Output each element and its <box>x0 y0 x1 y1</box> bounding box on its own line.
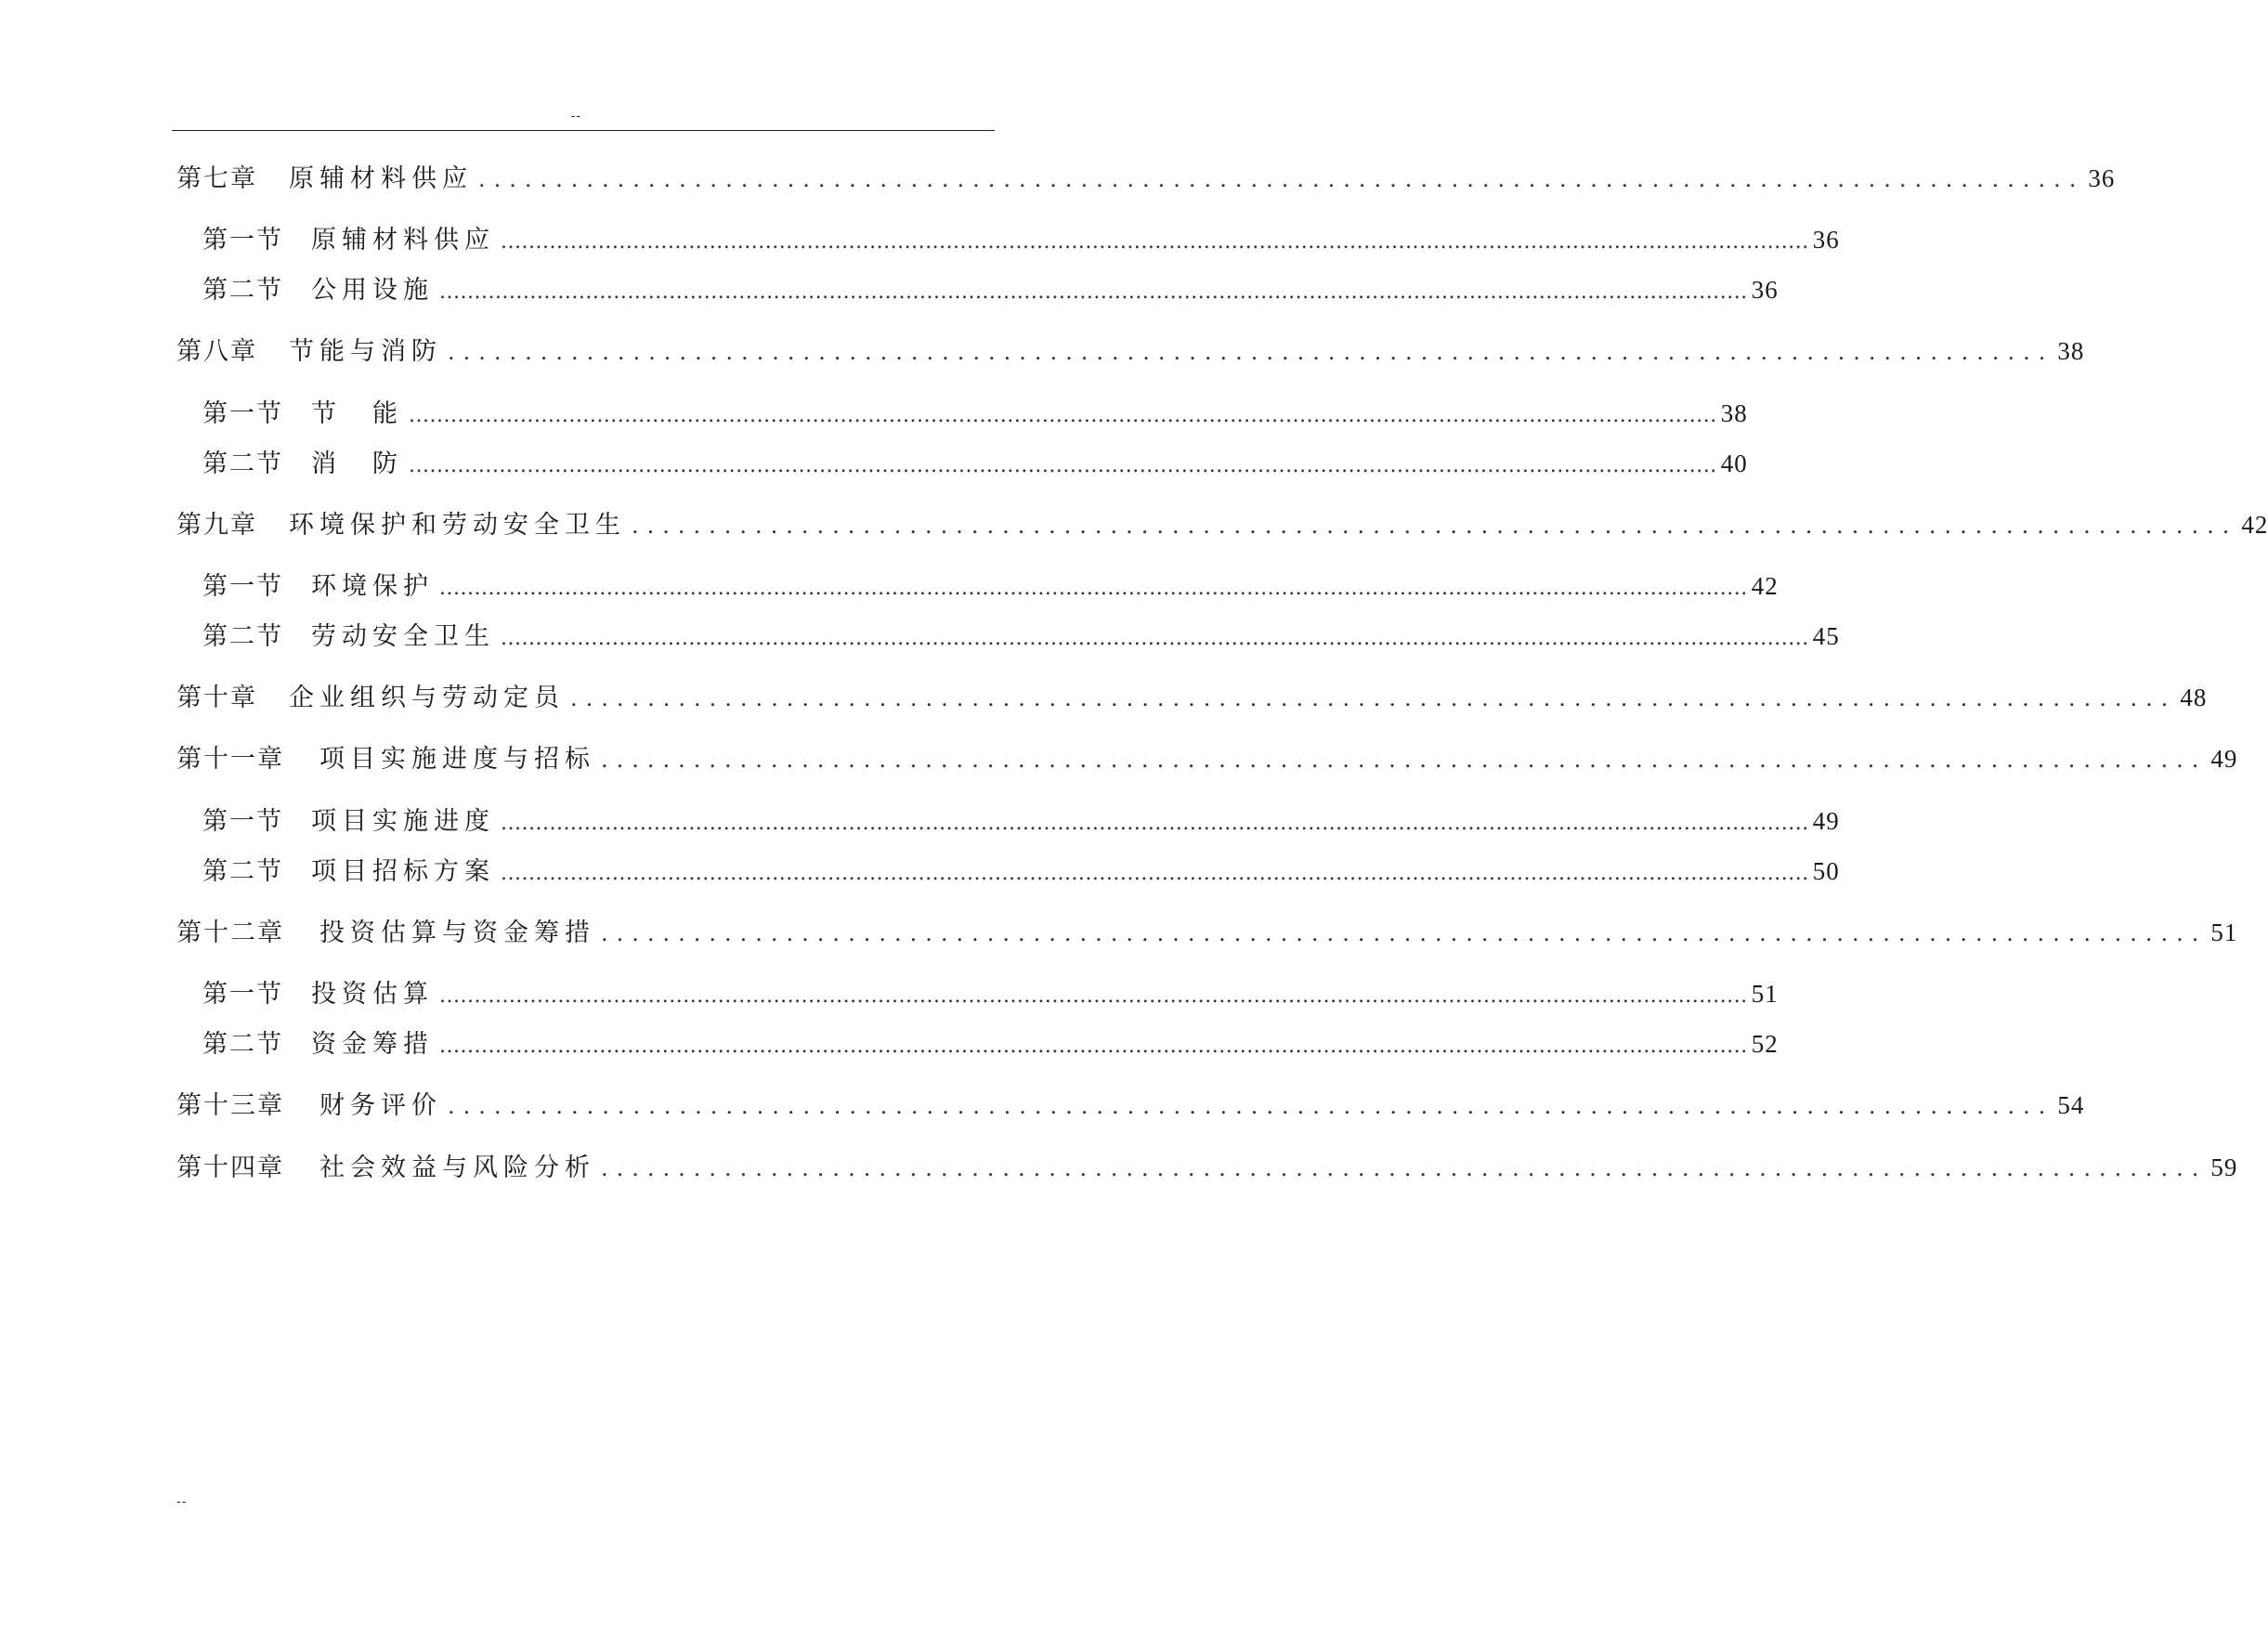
toc-entry-title: 节能与消防 <box>289 337 442 366</box>
toc-entry-title: 项目招标方案 <box>311 857 495 886</box>
toc-entry-title: 劳动安全卫生 <box>311 622 495 651</box>
toc-entry-page: 38 <box>2057 337 2085 365</box>
toc-section-9-2[interactable] <box>202 620 1840 655</box>
toc-entry-title: 财务评价 <box>319 1091 442 1120</box>
toc-dot-leader: ............................................................................................................................................................................................ <box>439 577 1748 600</box>
toc-entry-page: 36 <box>2088 164 2116 192</box>
toc-entry-title: 原辅材料供应 <box>289 164 473 193</box>
toc-entry-page: 51 <box>1751 980 1779 1008</box>
toc-entry-prefix: 第一节 <box>202 399 283 428</box>
toc-dot-leader: ........................................................................................................ <box>601 920 2208 946</box>
toc-dot-leader: ............................................................................................................................................................................................ <box>439 1035 1748 1058</box>
toc-entry-title: 项目实施进度 <box>311 807 495 836</box>
toc-dot-leader: ............................................................................................................................................................................................ <box>501 862 1809 885</box>
toc-entry-prefix: 第十章 <box>176 684 257 712</box>
toc-section-7-1[interactable] <box>202 224 1840 258</box>
toc-entry-prefix: 第十四章 <box>176 1153 284 1182</box>
toc-entry-page: 50 <box>1812 857 1840 885</box>
toc-entry-title: 资金筹措 <box>311 1030 434 1059</box>
toc-entry-title: 项目实施进度与招标 <box>319 745 595 774</box>
toc-entry-title: 投资估算与资金筹措 <box>319 919 595 947</box>
toc-dot-leader: ........................................................................................................ <box>601 1155 2208 1181</box>
toc-section-8-1[interactable] <box>202 397 1748 432</box>
toc-dot-leader: ............................................................................................................................................................................................ <box>409 454 1717 477</box>
toc-chapter-13[interactable] <box>176 1089 2085 1122</box>
toc-section-12-2[interactable] <box>202 1028 1779 1062</box>
toc-dot-leader: ........................................................................................................ <box>601 747 2208 773</box>
toc-dot-leader: ........................................................................................................ <box>570 685 2177 711</box>
toc-entry-prefix: 第二节 <box>202 857 283 886</box>
toc-chapter-9[interactable] <box>176 509 2268 541</box>
toc-section-7-2[interactable] <box>202 274 1779 308</box>
toc-entry-page: 38 <box>1720 399 1748 427</box>
toc-chapter-12[interactable] <box>176 917 2238 949</box>
toc-dot-leader: ............................................................................................................................................................................................ <box>501 627 1809 650</box>
toc-dot-leader: ........................................................................................................ <box>448 339 2054 365</box>
toc-entry-title: 消 防 <box>311 450 403 478</box>
toc-entry-page: 42 <box>2241 511 2268 539</box>
toc-section-11-2[interactable] <box>202 855 1840 890</box>
toc-entry-page: 48 <box>2180 684 2208 711</box>
toc-chapter-11[interactable] <box>176 743 2238 775</box>
toc-chapter-8[interactable] <box>176 335 2085 368</box>
toc-entry-title: 投资估算 <box>311 980 434 1009</box>
toc-entry-title: 社会效益与风险分析 <box>319 1153 595 1182</box>
toc-dot-leader: ........................................................................................................ <box>448 1093 2054 1119</box>
toc-entry-page: 45 <box>1812 622 1840 650</box>
toc-dot-leader: ............................................................................................................................................................................................ <box>439 984 1748 1008</box>
toc-entry-page: 54 <box>2057 1091 2085 1119</box>
toc-entry-title: 企业组织与劳动定员 <box>289 684 565 712</box>
toc-entry-page: 59 <box>2210 1153 2238 1181</box>
toc-entry-prefix: 第一节 <box>202 572 283 601</box>
toc-dot-leader: ............................................................................................................................................................................................ <box>439 280 1748 304</box>
toc-entry-page: 40 <box>1720 450 1748 477</box>
toc-entry-prefix: 第十一章 <box>176 745 284 774</box>
toc-dot-leader: ........................................................................................................ <box>478 166 2085 192</box>
toc-entry-prefix: 第七章 <box>176 164 257 193</box>
toc-dot-leader: ............................................................................................................................................................................................ <box>501 812 1809 835</box>
toc-dot-leader: ............................................................................................................................................................................................ <box>501 230 1809 254</box>
toc-entry-page: 36 <box>1812 226 1840 254</box>
toc-entry-prefix: 第二节 <box>202 450 283 478</box>
toc-entry-page: 36 <box>1751 276 1779 304</box>
toc-entry-page: 42 <box>1751 572 1779 600</box>
toc-section-12-1[interactable] <box>202 978 1779 1012</box>
toc-entry-title: 节 能 <box>311 399 403 428</box>
toc-entry-page: 52 <box>1751 1030 1779 1058</box>
toc-entry-prefix: 第九章 <box>176 511 257 540</box>
toc-entry-page: 49 <box>1812 807 1840 835</box>
toc-entry-prefix: 第二节 <box>202 622 283 651</box>
page-footer-mark: -- <box>176 1494 188 1509</box>
toc-entry-prefix: 第一节 <box>202 226 283 254</box>
toc-entry-prefix: 第八章 <box>176 337 257 366</box>
toc-section-9-1[interactable] <box>202 570 1779 605</box>
toc-section-8-2[interactable] <box>202 448 1748 482</box>
toc-entry-prefix: 第十三章 <box>176 1091 284 1120</box>
toc-section-11-1[interactable] <box>202 805 1840 840</box>
toc-entry-title: 原辅材料供应 <box>311 226 495 254</box>
toc-entry-prefix: 第二节 <box>202 276 283 305</box>
toc-dot-leader: ............................................................................................................................................................................................ <box>409 404 1717 427</box>
toc-dot-leader: ........................................................................................................ <box>632 513 2238 539</box>
toc-chapter-10[interactable] <box>176 682 2208 714</box>
toc-entry-prefix: 第一节 <box>202 980 283 1009</box>
toc-entry-page: 51 <box>2210 919 2238 946</box>
toc-chapter-7[interactable] <box>176 163 2116 195</box>
toc-entry-title: 环境保护和劳动安全卫生 <box>289 511 626 540</box>
toc-entry-page: 49 <box>2210 745 2238 773</box>
toc-entry-prefix: 第二节 <box>202 1030 283 1059</box>
page-header-mark: -- <box>570 109 582 124</box>
toc-chapter-14[interactable] <box>176 1152 2238 1184</box>
toc-entry-prefix: 第一节 <box>202 807 283 836</box>
toc-entry-title: 公用设施 <box>311 276 434 305</box>
toc-entry-title: 环境保护 <box>311 572 434 601</box>
toc-entry-prefix: 第十二章 <box>176 919 284 947</box>
